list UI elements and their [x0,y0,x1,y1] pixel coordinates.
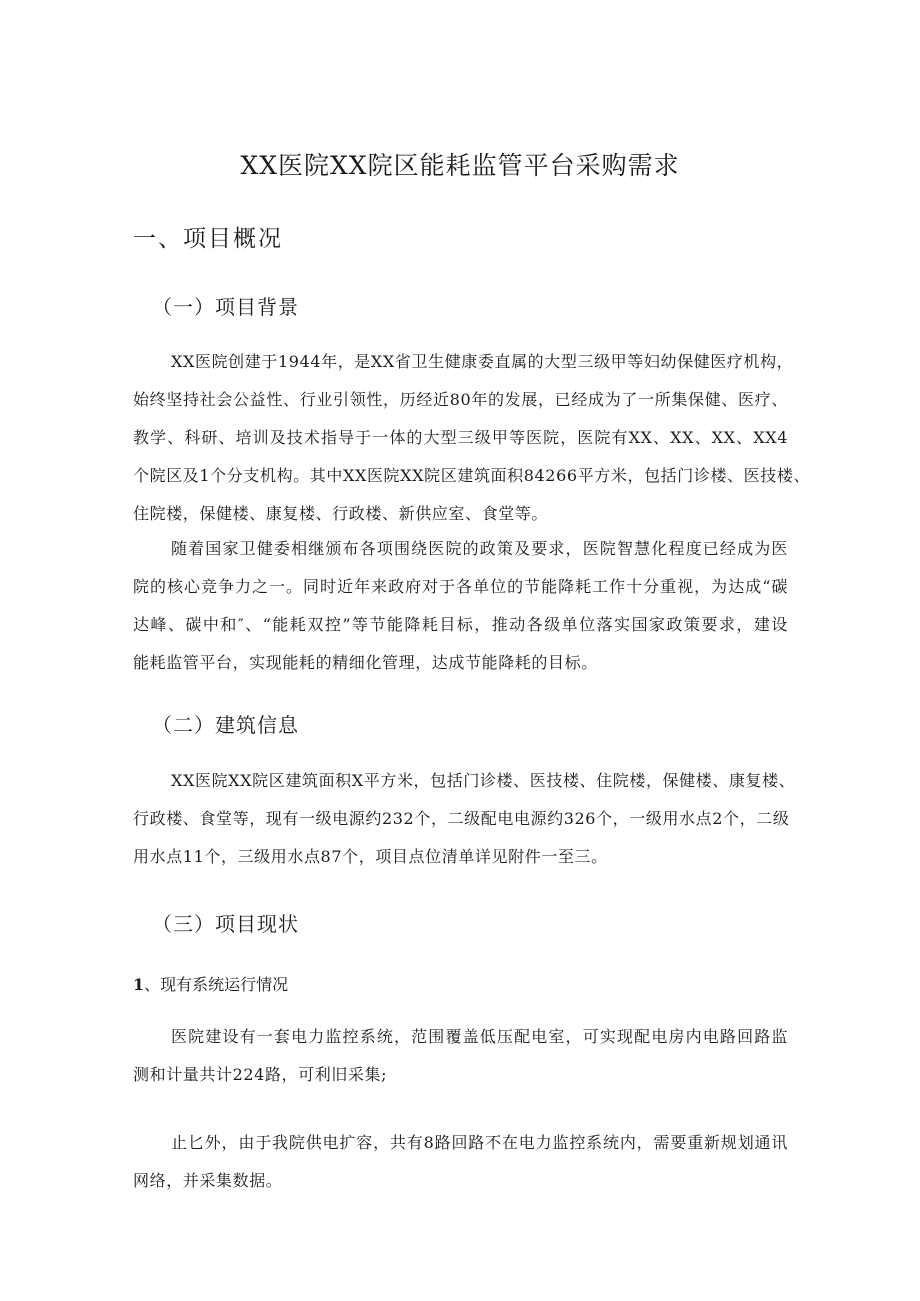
background-paragraph-1 [133,343,811,533]
subsection-heading-background: （一）项目背景 [152,295,299,319]
paragraph-line: 达峰、碳中和″、“能耗双控”等节能降耗目标，推动各级单位落实国家政策要求，建设 [133,615,788,634]
paragraph-line: 教学、科研、培训及技术指导于一体的大型三级甲等医院，医院有XX、XX、XX、XX4 [133,428,788,447]
item-number: 1 [133,975,145,994]
paragraph-line: 个院区及1个分支机构。其中XX医院XX院区建筑面积84266平方米，包括门诊楼、医技楼、 [133,466,811,485]
paragraph-line: XX医院XX院区建筑面积X平方米，包括门诊楼、医技楼、住院楼，保健楼、康复楼、 [171,771,796,790]
paragraph-line: 测和计量共计224路，可利旧采集; [133,1065,388,1084]
subsection-heading-building-info: （二）建筑信息 [152,713,299,737]
section-heading-overview: 一、项目概况 [133,226,283,252]
paragraph-line: 医院建设有一套电力监控系统，范围覆盖低压配电室，可实现配电房内电路回路监 [171,1027,788,1046]
paragraph-line: 行政楼、食堂等，现有一级电源约232个，二级配电电源约326个，一级用水点2个，二级 [133,809,790,828]
paragraph-line: 能耗监管平台，实现能耗的精细化管理，达成节能降耗的目标。 [133,653,598,672]
subsection-heading-status: （三）项目现状 [152,912,299,936]
system-status-paragraph-2 [133,1124,788,1200]
document-title: XX医院XX院区能耗监管平台采购需求 [240,151,680,180]
paragraph-line: XX医院创建于1944年，是XX省卫生健康委直属的大型三级甲等妇幼保健医疗机构， [171,352,794,371]
paragraph-line: 用水点11个，三级用水点87个，项目点位清单详见附件一至三。 [133,847,608,866]
paragraph-line: 院的核心竞争力之一。同时近年来政府对于各单位的节能降耗工作十分重视，为达成“碳 [133,577,788,596]
paragraph-line: 随着国家卫健委相继颁布各项围绕医院的政策及要求，医院智慧化程度已经成为医 [171,539,788,558]
item-heading-system-status [133,972,288,995]
system-status-paragraph-1 [133,1018,788,1094]
item-label: 、现有系统运行情况 [144,975,289,994]
building-info-paragraph [133,762,796,876]
paragraph-line: 始终坚持社会公益性、行业引领性，历经近80年的发展，已经成为了一所集保健、医疗、 [133,390,788,409]
paragraph-line: 网络，并采集数据。 [133,1171,283,1190]
paragraph-line: 住院楼，保健楼、康复楼、行政楼、新供应室、食堂等。 [133,504,549,523]
background-paragraph-2 [133,530,788,682]
paragraph-line: 止匕外，由于我院供电扩容，共有8路回路不在电力监控系统内，需要重新规划通讯 [171,1133,788,1152]
